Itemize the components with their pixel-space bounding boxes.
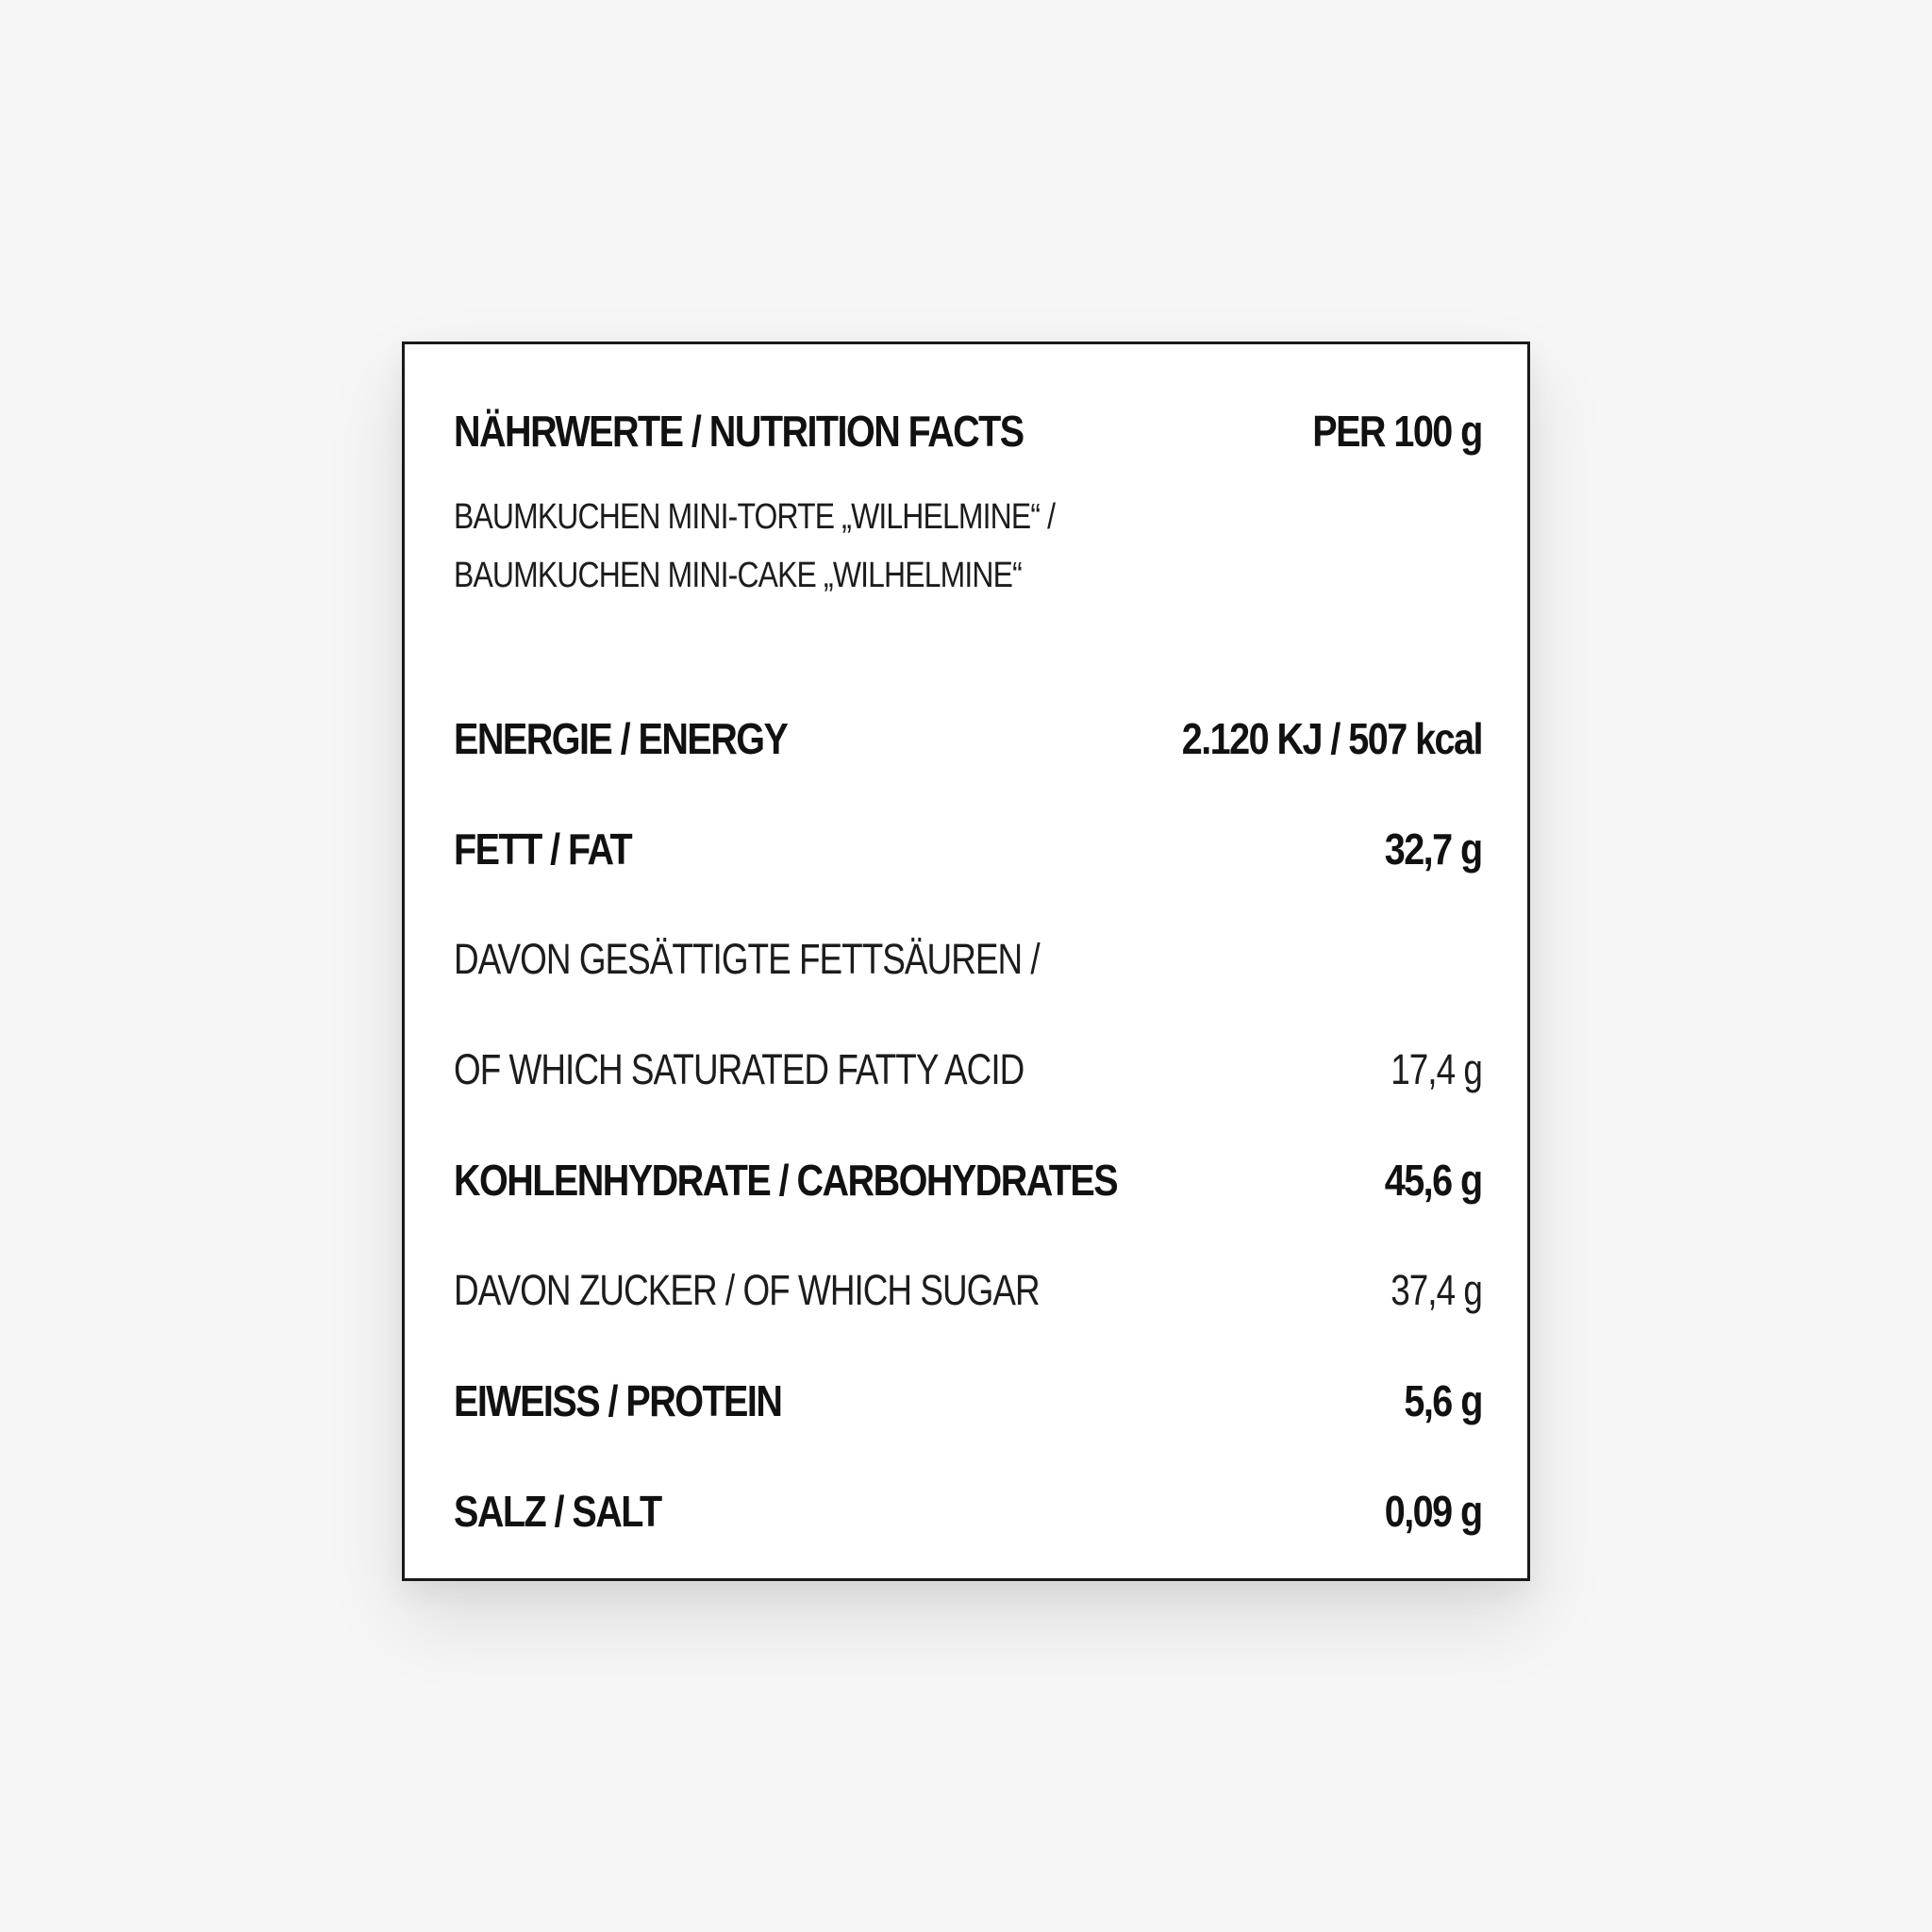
saturated-label-line-1: DAVON GESÄTTIGTE FETTSÄUREN / xyxy=(454,935,1040,983)
nutrition-title: NÄHRWERTE / NUTRITION FACTS xyxy=(454,407,1024,456)
product-name xyxy=(454,488,1055,605)
nutrient-row-fat xyxy=(454,819,1482,879)
energy-label: ENERGIE / ENERGY xyxy=(454,714,788,763)
carbs-value: 45,6 g xyxy=(1385,1156,1482,1205)
nutrient-row-saturated-line-1 xyxy=(454,929,1482,990)
saturated-label: OF WHICH SATURATED FATTY ACID xyxy=(454,1045,1024,1093)
salt-label: SALZ / SALT xyxy=(454,1487,661,1536)
nutrient-row-energy xyxy=(454,708,1482,769)
per-100g-label: PER 100 g xyxy=(1312,407,1482,456)
energy-value: 2.120 KJ / 507 kcal xyxy=(1181,714,1482,763)
salt-value: 0,09 g xyxy=(1385,1487,1482,1536)
nutrition-label xyxy=(402,341,1530,1581)
sugar-label: DAVON ZUCKER / OF WHICH SUGAR xyxy=(454,1266,1040,1314)
nutrient-row-salt xyxy=(454,1481,1482,1541)
saturated-value: 17,4 g xyxy=(1391,1045,1482,1093)
nutrient-row-sugar xyxy=(454,1260,1482,1321)
nutrient-row-protein xyxy=(454,1371,1482,1431)
fat-value: 32,7 g xyxy=(1385,824,1482,874)
sugar-value: 37,4 g xyxy=(1391,1266,1482,1314)
header-row xyxy=(454,401,1482,461)
nutrient-row-carbs xyxy=(454,1150,1482,1210)
protein-label: EIWEISS / PROTEIN xyxy=(454,1376,782,1425)
product-name-line-2: BAUMKUCHEN MINI-CAKE „WILHELMINE“ xyxy=(454,556,1022,595)
protein-value: 5,6 g xyxy=(1404,1376,1482,1425)
carbs-label: KOHLENHYDRATE / CARBOHYDRATES xyxy=(454,1156,1118,1205)
fat-label: FETT / FAT xyxy=(454,824,632,874)
nutrient-row-saturated xyxy=(454,1040,1482,1100)
product-name-line-1: BAUMKUCHEN MINI-TORTE „WILHELMINE“ / xyxy=(454,497,1056,537)
